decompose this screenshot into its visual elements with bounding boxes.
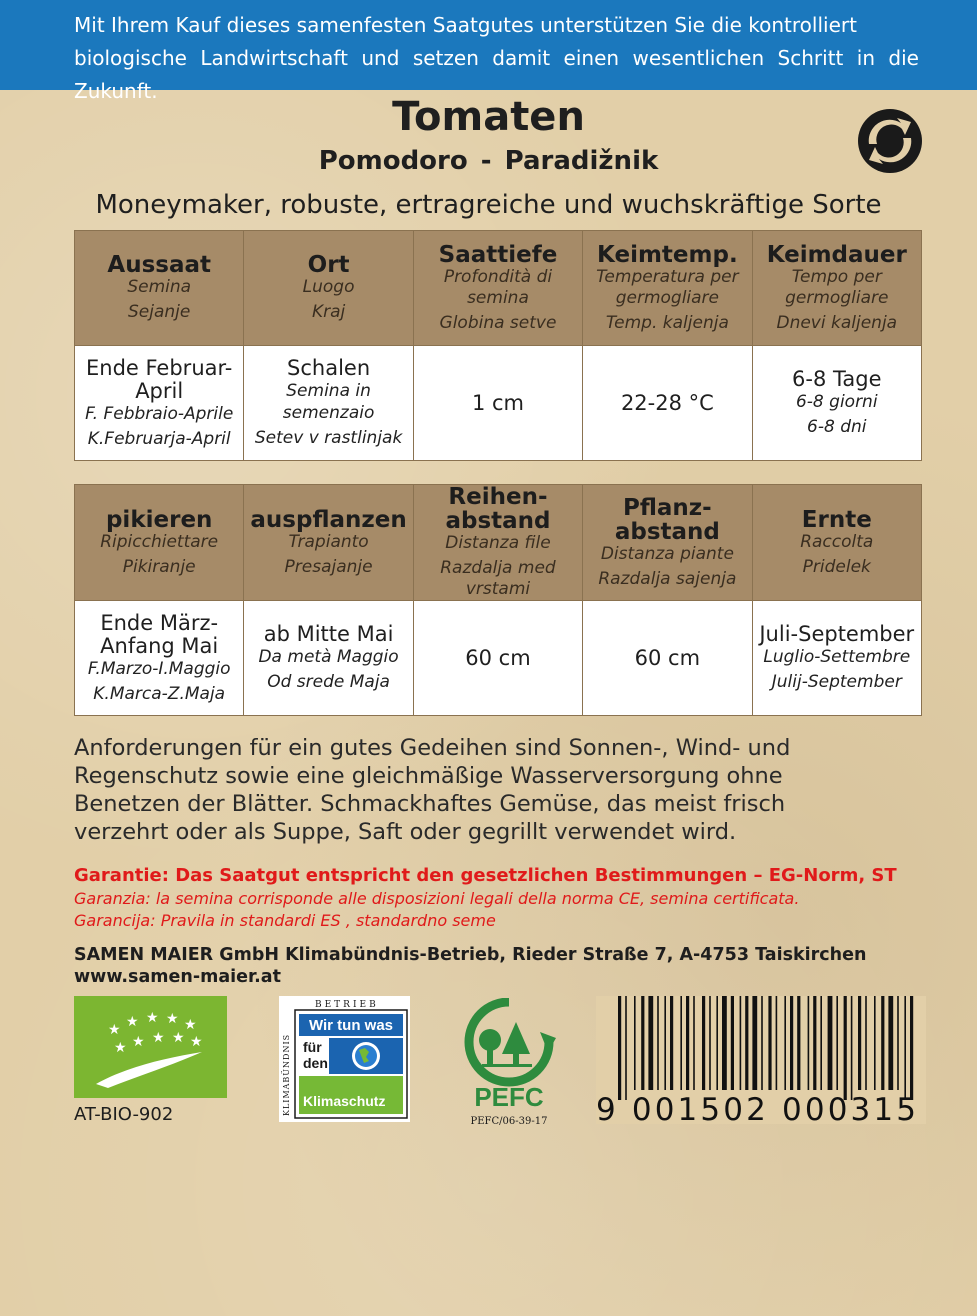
- barcode-bar: [634, 996, 636, 1090]
- header-cell: [752, 231, 921, 346]
- value-sl: K.Marca-Z.Maja: [93, 683, 226, 704]
- eu-organic-leaf-icon: [74, 996, 227, 1098]
- header-cell: [752, 485, 921, 601]
- value-cell: [244, 601, 413, 716]
- value-main: 22-28 °C: [620, 390, 714, 415]
- value-cell: [583, 346, 752, 461]
- variety-tagline: Moneymaker, robuste, ertragreiche und wuchskräftige Sorte: [95, 190, 882, 220]
- pefc-name: PEFC: [474, 1082, 544, 1112]
- header-it: Tempo per germogliare: [785, 266, 889, 308]
- header-cell: [413, 231, 582, 346]
- barcode-bar: [797, 996, 800, 1090]
- value-it: Da metà Maggio: [258, 647, 399, 667]
- guarantee-sl: Garancija: Pravila in standardi ES , standardno seme: [74, 911, 496, 930]
- barcode-bar: [670, 996, 673, 1090]
- header-sl: Razdalja sajenja: [598, 568, 737, 589]
- header-cell: [583, 231, 752, 346]
- header-it: Distanza piante: [600, 543, 734, 564]
- description-line: verzehrt oder als Suppe, Saft oder gegrillt verwendet wird.: [74, 819, 737, 845]
- value-main: 1 cm: [471, 390, 524, 415]
- header-sl: Pridelek: [802, 556, 871, 577]
- barcode-bar: [745, 996, 748, 1090]
- header-main: Pflanz-abstand: [614, 494, 720, 545]
- product-subtitle: Pomodoro - Paradižnik: [318, 146, 659, 176]
- recycle-icon: [857, 108, 923, 174]
- klima-side-text: KLIMABÜNDNIS: [282, 1033, 291, 1116]
- barcode-bar: [888, 996, 893, 1090]
- value-sl: Od srede Maja: [267, 672, 390, 692]
- header-it: Raccolta: [800, 531, 874, 552]
- header-cell: [244, 485, 413, 601]
- barcode-bar: [641, 996, 644, 1090]
- company-website[interactable]: www.samen-maier.at: [74, 967, 281, 987]
- barcode-bar: [910, 996, 913, 1100]
- value-main: 60 cm: [465, 645, 531, 670]
- product-title: Tomaten: [392, 94, 585, 140]
- header-cell: [244, 231, 413, 346]
- header-it: Semina: [127, 277, 192, 297]
- header-main: Keimtemp.: [597, 241, 738, 268]
- header-sl: Pikiranje: [122, 556, 196, 577]
- pefc-code: PEFC/06-39-17: [470, 1116, 548, 1127]
- barcode-bar: [716, 996, 718, 1090]
- header-main: pikieren: [105, 506, 213, 533]
- sowing-table: [74, 230, 922, 461]
- svg-text:★: ★: [152, 1030, 165, 1046]
- barcode-bar: [625, 996, 627, 1100]
- value-main: ab Mitte Mai: [263, 622, 394, 646]
- header-it: Temperatura per germogliare: [596, 266, 739, 308]
- header-sl: Kraj: [311, 302, 346, 322]
- barcode-bar: [851, 996, 853, 1100]
- value-sl: Julij-September: [771, 672, 902, 692]
- barcode-bar: [648, 996, 653, 1090]
- svg-text:★: ★: [146, 1010, 159, 1026]
- svg-text:★: ★: [190, 1034, 203, 1050]
- pefc-tree-icon: [456, 998, 562, 1130]
- barcode-bar: [790, 996, 793, 1090]
- barcode-bar: [702, 996, 705, 1090]
- value-it: Luglio-Settembre: [763, 647, 911, 667]
- header-cell: [75, 231, 244, 346]
- barcode-bar: [813, 996, 816, 1090]
- value-cell: [413, 346, 582, 461]
- svg-text:★: ★: [108, 1022, 121, 1038]
- company-block: [74, 944, 934, 988]
- banner-line-2: biologische Landwirtschaft und setzen damit einen wesentlichen Schritt in die Zukunft.: [74, 46, 919, 103]
- header-main: Ernte: [801, 506, 872, 533]
- guarantee-de: Garantie: Das Saatgut entspricht den gesetzlichen Bestimmungen – EG-Norm, ST: [74, 865, 897, 886]
- barcode-bar: [693, 996, 695, 1090]
- value-cell: [752, 601, 921, 716]
- barcode-bar: [881, 996, 884, 1090]
- klima-top-text: BETRIEB: [315, 1000, 379, 1010]
- company-address: SAMEN MAIER GmbH Klimabündnis-Betrieb, Rieder Straße 7, A-4753 Taiskirchen: [74, 945, 867, 965]
- value-main: 60 cm: [634, 645, 701, 670]
- guarantee-block: [74, 864, 934, 932]
- klima-line4: Klimaschutz: [303, 1093, 386, 1109]
- svg-text:★: ★: [132, 1034, 145, 1050]
- barcode-bar: [844, 996, 847, 1100]
- barcode-bar: [828, 996, 833, 1090]
- barcode-bar: [874, 996, 876, 1090]
- description-line: Benetzen der Blätter. Schmackhaftes Gemüse, das meist frisch: [74, 791, 786, 817]
- eu-organic-code: AT-BIO-902: [74, 1104, 174, 1125]
- barcode: [596, 996, 926, 1124]
- barcode-bar: [740, 996, 742, 1090]
- value-main: Schalen: [287, 356, 371, 380]
- barcode-bar: [897, 996, 899, 1090]
- value-main: Juli-September: [759, 622, 915, 646]
- header-main: Ort: [307, 252, 350, 278]
- header-cell: [583, 485, 752, 601]
- barcode-bar: [680, 996, 682, 1090]
- banner-line-1: Mit Ihrem Kauf dieses samenfesten Saatgutes unterstützen Sie die kontrolliert: [74, 13, 857, 37]
- value-sl: 6-8 dni: [807, 417, 867, 437]
- value-cell: [413, 601, 582, 716]
- barcode-bar: [858, 996, 861, 1090]
- barcode-bar: [709, 996, 711, 1090]
- value-it: Semina in semenzaio: [282, 381, 375, 423]
- description-line: Regenschutz sowie eine gleichmäßige Wasserversorgung ohne: [74, 763, 783, 789]
- barcode-bar: [904, 996, 906, 1100]
- value-cell: [75, 346, 244, 461]
- description-line: Anforderungen für ein gutes Gedeihen sind Sonnen-, Wind- und: [74, 735, 791, 761]
- header-sl: Globina setve: [439, 312, 557, 333]
- klimabuendnis-logo: [279, 996, 410, 1122]
- barcode-bar: [731, 996, 734, 1090]
- header-main: auspflanzen: [250, 506, 407, 533]
- header-cell: [413, 485, 582, 601]
- barcode-bar: [784, 996, 786, 1090]
- value-cell: [244, 346, 413, 461]
- growing-description: [74, 734, 922, 846]
- barcode-bar: [618, 996, 621, 1100]
- header-it: Distanza file: [445, 533, 551, 553]
- value-sl: K.Februarja-April: [87, 428, 231, 449]
- value-main: Ende Februar-April: [86, 355, 233, 403]
- barcode-bar: [657, 996, 659, 1090]
- info-banner: [0, 0, 977, 103]
- value-cell: [583, 601, 752, 716]
- klima-line2: für: [303, 1039, 322, 1055]
- value-it: F. Febbraio-Aprile: [85, 403, 234, 424]
- header-sl: Dnevi kaljenja: [776, 312, 898, 333]
- value-it: 6-8 giorni: [795, 392, 878, 412]
- barcode-bar: [836, 996, 838, 1090]
- barcode-bar: [820, 996, 822, 1090]
- header-cell: [75, 485, 244, 601]
- svg-text:★: ★: [172, 1030, 185, 1046]
- barcode-digits: 9 001502 000315: [596, 1092, 916, 1124]
- barcode-bar: [865, 996, 867, 1090]
- header-main: Keimdauer: [766, 241, 907, 268]
- guarantee-it: Garanzia: la semina corrisponde alle disposizioni legali della norma CE, semina certificata.: [74, 889, 800, 908]
- klima-line1: Wir tun was: [308, 1017, 394, 1034]
- header-sl: Razdalja med vrstami: [440, 558, 556, 599]
- barcode-bar: [752, 996, 757, 1090]
- barcode-bar: [776, 996, 778, 1090]
- header-main: Aussaat: [107, 252, 211, 278]
- klima-line3: den: [303, 1055, 328, 1071]
- svg-text:★: ★: [126, 1014, 139, 1030]
- header-sl: Sejanje: [128, 302, 191, 322]
- value-cell: [752, 346, 921, 461]
- header-it: Trapianto: [288, 531, 369, 552]
- barcode-bar: [664, 996, 666, 1090]
- svg-text:★: ★: [166, 1011, 179, 1027]
- barcode-bar: [722, 996, 727, 1090]
- header-it: Ripicchiettare: [100, 531, 219, 552]
- header-sl: Presajanje: [284, 556, 373, 577]
- header-it: Luogo: [302, 277, 355, 297]
- barcode-bar: [808, 996, 810, 1090]
- barcode-bar: [686, 996, 689, 1090]
- header-sl: Temp. kaljenja: [605, 312, 729, 333]
- header-it: Profondità di semina: [443, 266, 553, 308]
- barcode-bar: [768, 996, 771, 1090]
- value-cell: [75, 601, 244, 716]
- value-sl: Setev v rastlinjak: [254, 428, 403, 448]
- header-main: Saattiefe: [438, 241, 558, 268]
- value-main: 6-8 Tage: [792, 367, 882, 391]
- header-main: Reihen-abstand: [445, 484, 551, 534]
- svg-text:★: ★: [184, 1017, 197, 1033]
- value-main: Ende März-Anfang Mai: [100, 610, 219, 658]
- value-it: F.Marzo-I.Maggio: [87, 658, 231, 679]
- svg-text:★: ★: [114, 1040, 127, 1056]
- planting-table: [74, 484, 922, 716]
- barcode-bar: [761, 996, 763, 1090]
